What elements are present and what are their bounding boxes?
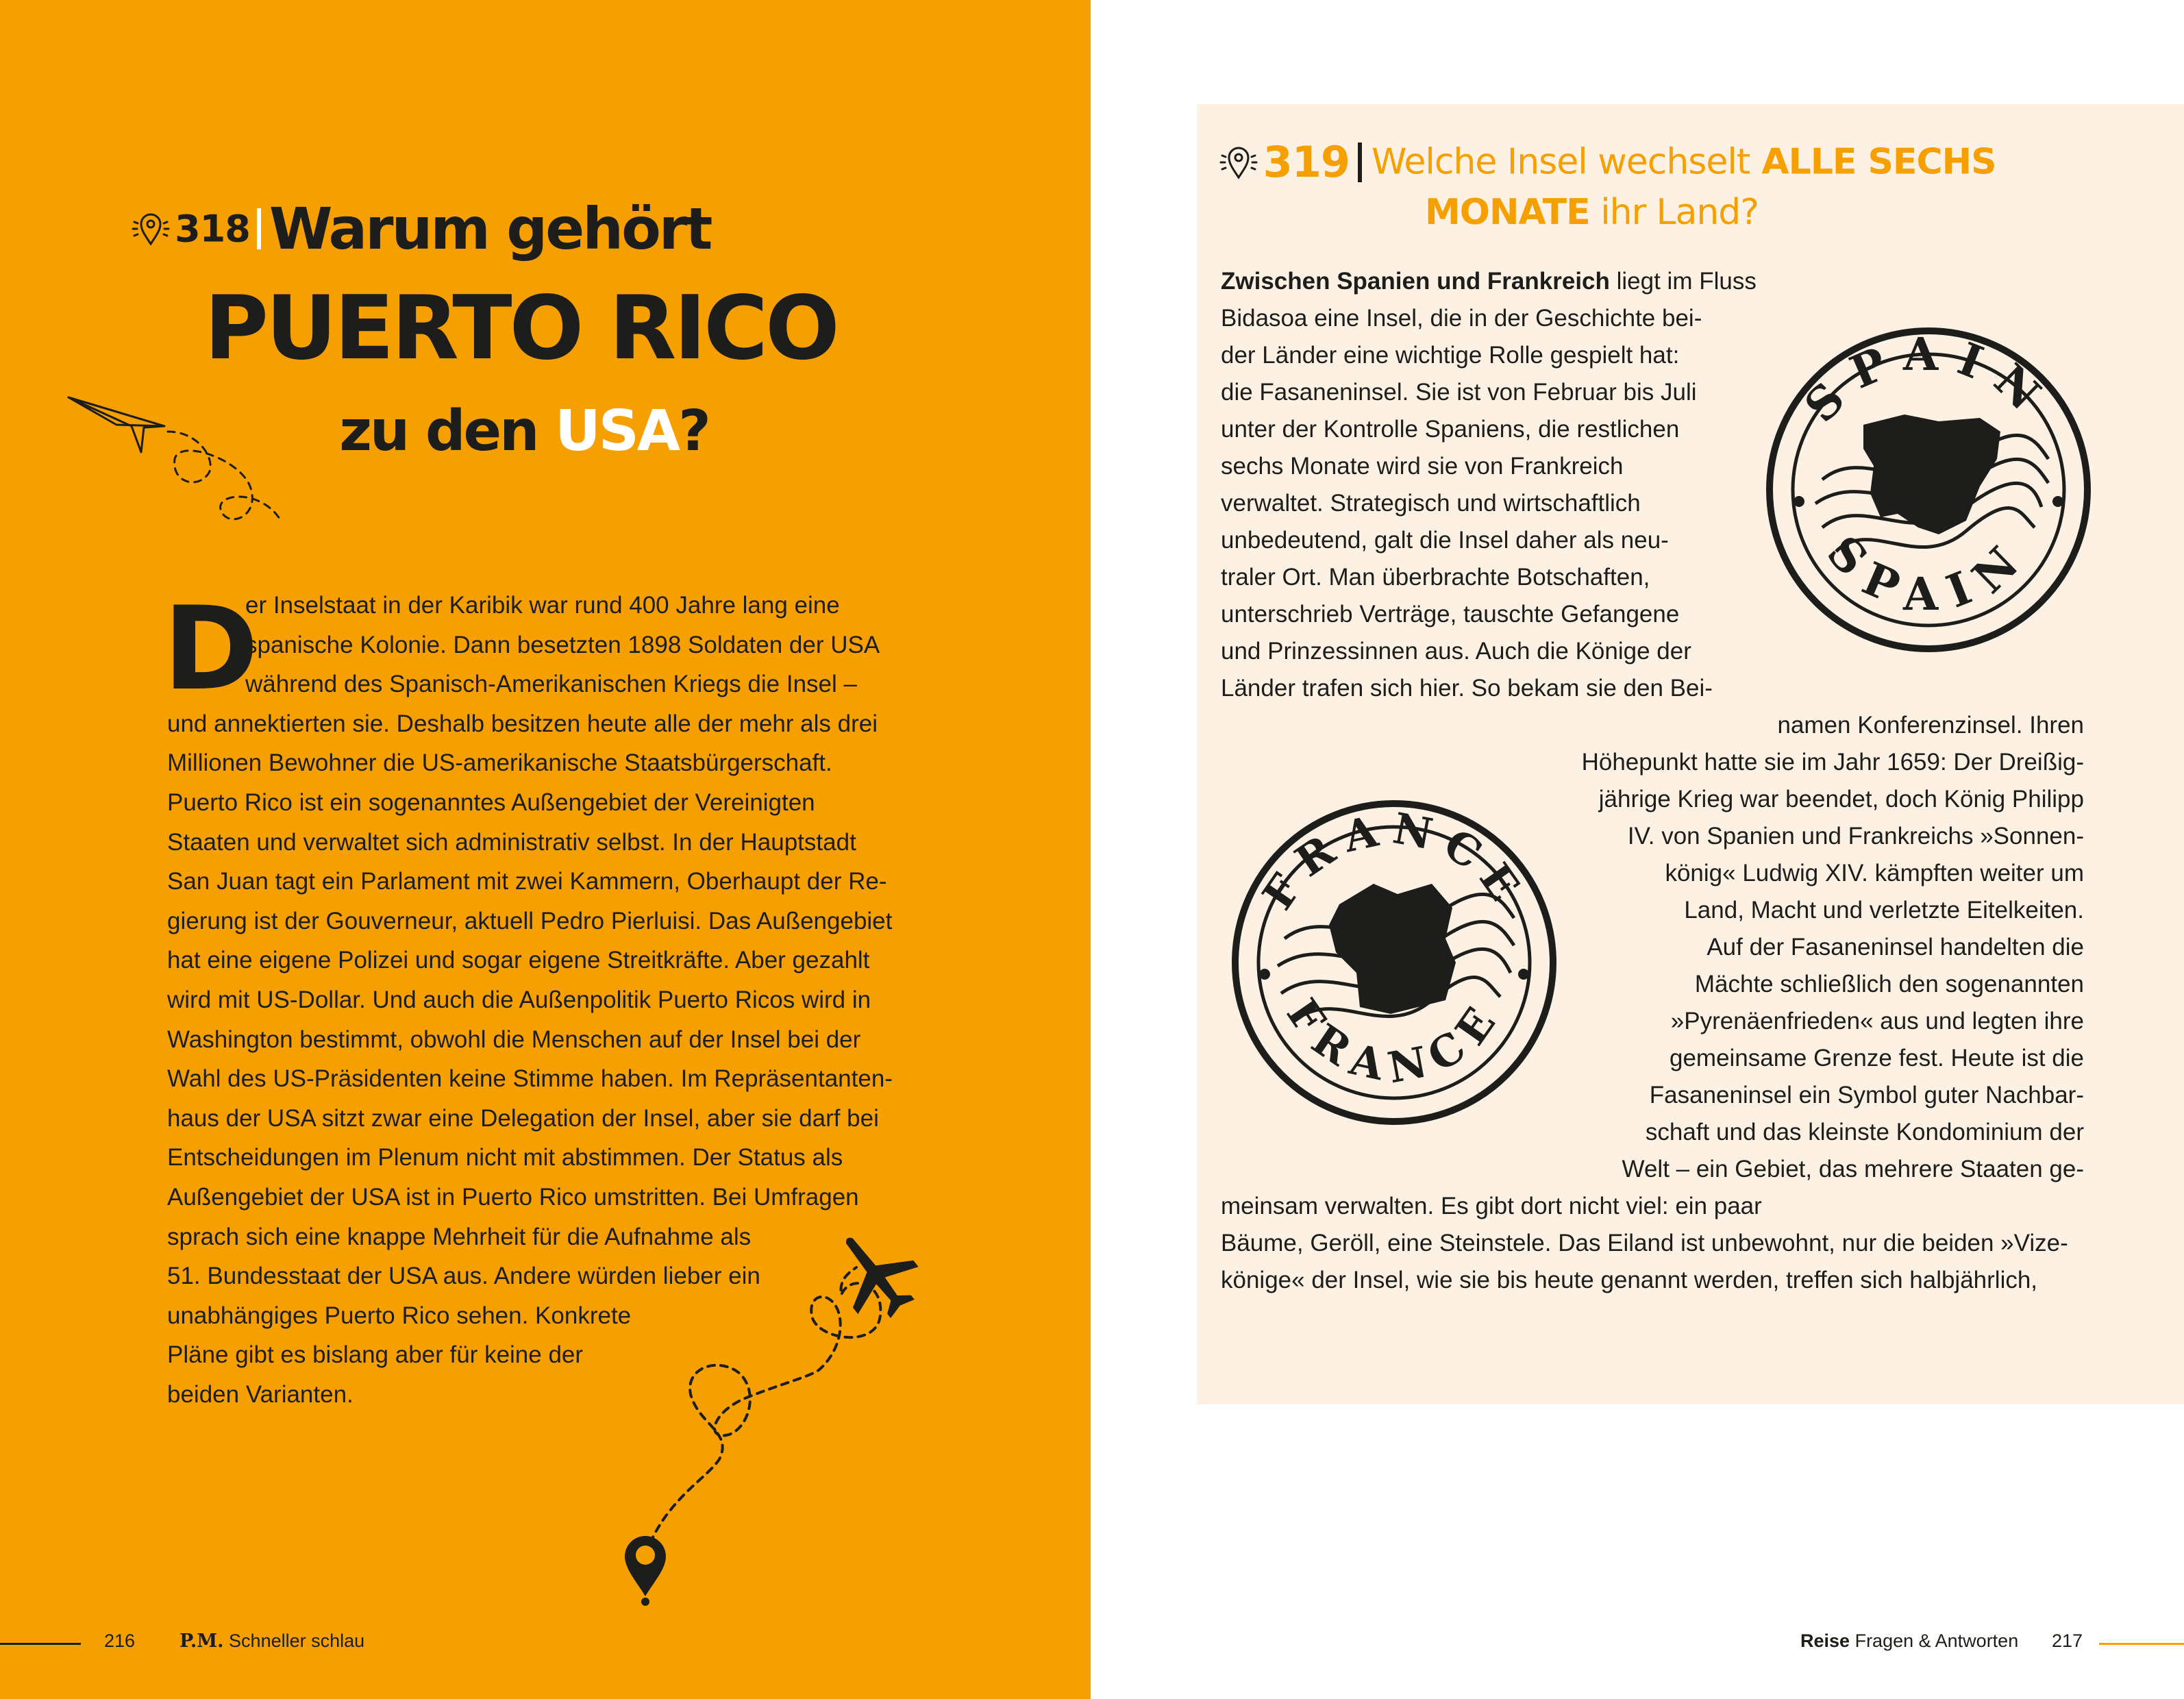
footer-brand: P.M. <box>179 1630 224 1652</box>
body-line: Wahl des US-Präsidenten keine Stimme haben. Im Repräsentanten- <box>167 1065 893 1093</box>
airplane-icon <box>817 1226 933 1332</box>
body-line: könig« Ludwig XIV. kämpften weiter um <box>1665 860 2084 886</box>
body-line: Staaten und verwaltet sich administrativ selbst. In der Hauptstadt <box>167 828 856 856</box>
body-line: »Pyrenäenfrieden« aus und legten ihre <box>1670 1008 2084 1034</box>
question-319-header <box>1218 137 1996 187</box>
body-line: Millionen Bewohner die US-amerikanische Staatsbürgerschaft. <box>167 749 832 777</box>
body-line: Länder trafen sich hier. So bekam sie den Bei- <box>1221 675 1713 702</box>
title-line2-bold: MONATE <box>1425 192 1590 233</box>
body-line: San Juan tagt ein Parlament mit zwei Kammern, Oberhaupt der Re- <box>167 868 887 895</box>
spain-stamp <box>1761 322 2096 658</box>
title-line1-bold: ALLE SECHS <box>1761 141 1996 183</box>
body-line: und Prinzessinnen aus. Auch die Könige der <box>1221 638 1691 665</box>
body-lead-bold: Zwischen Spanien und Frankreich <box>1221 268 1610 295</box>
paper-plane-illustration <box>62 384 295 534</box>
footer-page-number: 216 <box>104 1630 136 1651</box>
map-pin-icon <box>1218 140 1259 184</box>
drop-cap: D <box>163 582 259 716</box>
question-number: 318 <box>175 207 250 251</box>
map-pin-icon <box>130 207 171 251</box>
france-stamp <box>1226 795 1562 1130</box>
body-line: schaft und das kleinste Kondominium der <box>1645 1119 2084 1145</box>
footer-rule <box>2099 1643 2184 1645</box>
body-line: verwaltet. Strategisch und wirtschaftlich <box>1221 490 1641 517</box>
body-line: sechs Monate wird sie von Frankreich <box>1221 453 1624 480</box>
svg-text:SPAIN <box>1817 525 2041 621</box>
stamp-text-bottom: FRANCE <box>1276 989 1512 1093</box>
stamp-text-top: SPAIN <box>1794 327 2063 433</box>
body-line: Welt – ein Gebiet, das mehrere Staaten ge- <box>1622 1156 2084 1182</box>
title-separator <box>1358 142 1362 182</box>
body-line: Auf der Fasaneninsel handelten die <box>1707 934 2084 960</box>
body-line: unbedeutend, galt die Insel daher als neu- <box>1221 527 1669 554</box>
body-line: sprach sich eine knappe Mehrheit für die Aufnahme als <box>167 1223 752 1250</box>
title-line2-post: ihr Land? <box>1600 192 1759 233</box>
stamp-text-top: FRANCE <box>1252 803 1536 919</box>
footer-page-number: 217 <box>2052 1630 2083 1651</box>
footer-section-title: Reise <box>1800 1630 1850 1651</box>
location-pin-icon <box>625 1536 666 1606</box>
body-line: jährige Krieg war beendet, doch König Philipp <box>1598 786 2084 813</box>
body-line: unter der Kontrolle Spaniens, die restlichen <box>1221 416 1680 443</box>
body-line: hat eine eigene Polizei und sogar eigene Streitkräfte. Aber gezahlt <box>167 947 870 974</box>
question-title-line2: PUERTO RICO <box>204 277 837 380</box>
body-line: unterschrieb Verträge, tauschte Gefangene <box>1221 601 1680 628</box>
question-title-line2 <box>1425 192 1759 233</box>
body-line: IV. von Spanien und Frankreichs »Sonnen- <box>1627 823 2084 850</box>
body-line: die Fasaneninsel. Sie ist von Februar bis Juli <box>1221 379 1697 406</box>
body-line: haus der USA sitzt zwar eine Delegation der Insel, aber sie darf bei <box>167 1104 879 1132</box>
svg-text:SPAIN <box>1794 327 2063 432</box>
body-line: wird mit US-Dollar. Und auch die Außenpolitik Puerto Ricos wird in <box>167 986 871 1013</box>
left-page <box>0 0 1091 1699</box>
footer-title: Schneller schlau <box>229 1630 365 1651</box>
body-line: traler Ort. Man überbrachte Botschaften, <box>1221 564 1650 591</box>
body-line: Puerto Rico ist ein sogenanntes Außengebiet der Vereinigten <box>167 789 815 816</box>
body-line: gierung ist der Gouverneur, aktuell Pedro Pierluisi. Das Außengebiet <box>167 907 893 934</box>
body-line: während des Spanisch-Amerikanischen Kriegs die Insel – <box>245 671 857 698</box>
body-line: Höhepunkt hatte sie im Jahr 1659: Der Dreißig- <box>1581 749 2084 776</box>
question-318-header <box>130 195 710 262</box>
body-line: Bäume, Geröll, eine Steinstele. Das Eiland ist unbewohnt, nur die beiden »Vize- <box>1221 1230 2068 1256</box>
body-line: Entscheidungen im Plenum nicht mit abstimmen. Der Status als <box>167 1144 843 1171</box>
body-line: unabhängiges Puerto Rico sehen. Konkrete <box>167 1302 632 1329</box>
body-line: namen Konferenzinsel. Ihren <box>1777 712 2084 739</box>
body-line: Washington bestimmt, obwohl die Menschen auf der Insel bei der <box>167 1026 861 1053</box>
body-lead-rest: liegt im Fluss <box>1609 268 1757 295</box>
body-line: Land, Macht und verletzte Eitelkeiten. <box>1684 897 2084 923</box>
body-line: meinsam verwalten. Es gibt dort nicht viel: ein paar <box>1221 1193 1762 1219</box>
body-line: beiden Varianten. <box>167 1380 353 1408</box>
stamp-text-bottom: SPAIN <box>1816 525 2041 621</box>
body-line: Mächte schließlich den sogenannten <box>1694 971 2084 997</box>
footer-book-title <box>179 1630 364 1652</box>
title-separator <box>257 208 261 249</box>
body-line: gemeinsame Grenze fest. Heute ist die <box>1669 1045 2084 1071</box>
question-title-line1 <box>1372 142 1996 183</box>
body-line: könige« der Insel, wie sie bis heute genannt werden, treffen sich halbjährlich, <box>1221 1267 2038 1293</box>
footer-subtitle: Fragen & Antworten <box>1854 1630 2019 1651</box>
body-line: 51. Bundesstaat der USA aus. Andere würden lieber ein <box>167 1263 760 1290</box>
title-line3-highlight: USA <box>555 399 679 464</box>
body-line <box>1221 263 1757 300</box>
footer-rule <box>0 1643 81 1645</box>
body-line: Außengebiet der USA ist in Puerto Rico umstritten. Bei Umfragen <box>167 1183 859 1211</box>
body-line: Pläne gibt es bislang aber für keine der <box>167 1341 584 1369</box>
body-line: Fasaneninsel ein Symbol guter Nachbar- <box>1649 1082 2084 1108</box>
flight-path-illustration <box>603 1226 986 1610</box>
title-line1-pre: Welche Insel wechselt <box>1372 141 1750 183</box>
question-title-line1: Warum gehört <box>269 195 711 262</box>
body-line: der Länder eine wichtige Rolle gespielt hat: <box>1221 342 1680 369</box>
title-line3-pre: zu den <box>339 399 538 464</box>
title-line3-post: ? <box>678 399 709 464</box>
footer-section <box>1800 1630 2018 1652</box>
body-line: Bidasoa eine Insel, die in der Geschichte bei- <box>1221 305 1702 332</box>
body-line: spanische Kolonie. Dann besetzten 1898 Soldaten der USA <box>245 631 880 658</box>
question-number: 319 <box>1263 137 1350 187</box>
body-line: er Inselstaat in der Karibik war rund 400 Jahre lang eine <box>245 592 840 619</box>
body-line: und annektierten sie. Deshalb besitzen heute alle der mehr als drei <box>167 710 878 737</box>
